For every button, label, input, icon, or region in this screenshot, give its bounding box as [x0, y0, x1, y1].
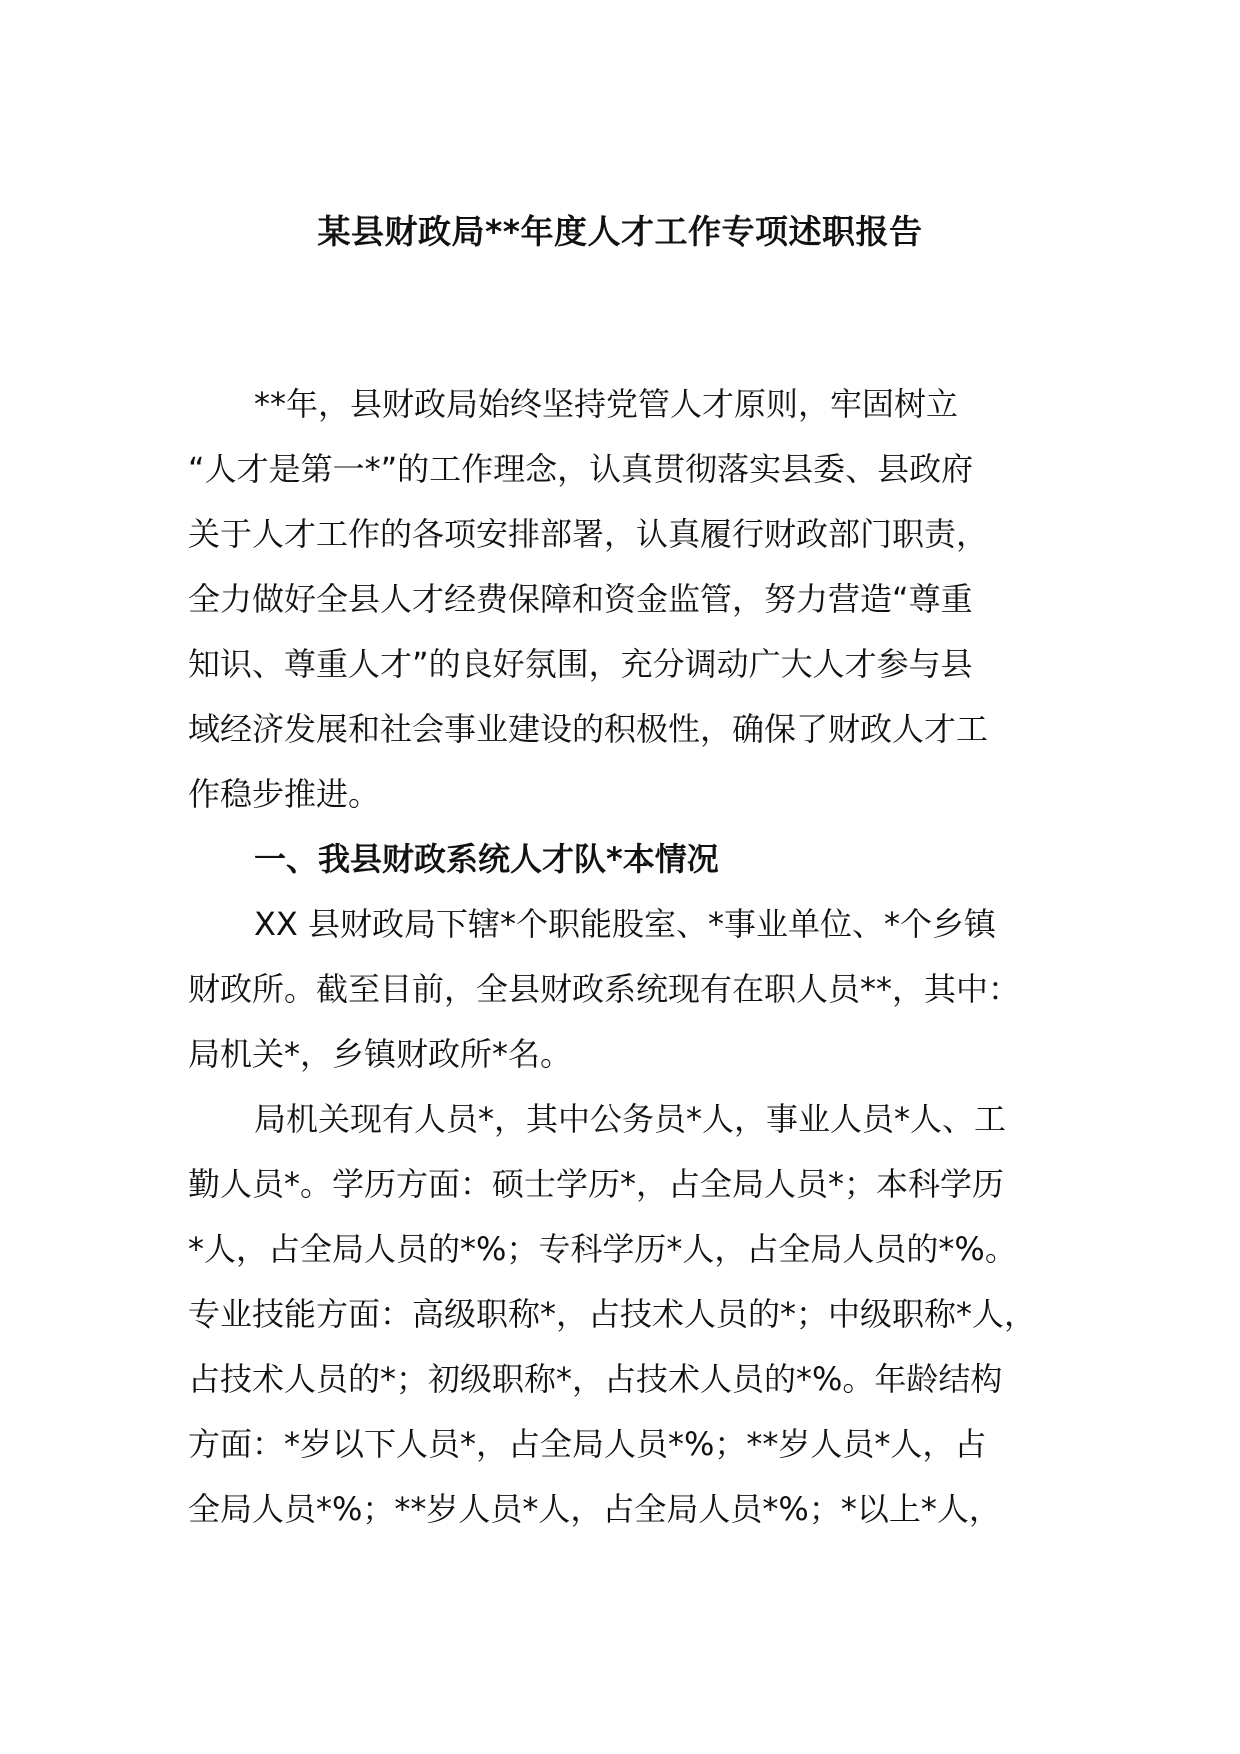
paragraph-2-line-1: XX 县财政局下辖*个职能股室、*事业单位、*个乡镇 — [254, 905, 997, 943]
paragraph-1-line-4: 全力做好全县人才经费保障和资金监管，努力营造“尊重 — [188, 580, 973, 618]
paragraph-3-line-5: 占技术人员的*；初级职称*，占技术人员的*%。年龄结构 — [188, 1360, 1003, 1398]
paragraph-1-line-3: 关于人才工作的各项安排部署，认真履行财政部门职责， — [188, 515, 989, 553]
paragraph-3-line-7: 全局人员*%；**岁人员*人，占全局人员*%；*以上*人， — [188, 1490, 1001, 1528]
paragraph-1-line-7: 作稳步推进。 — [188, 775, 381, 813]
paragraph-3-line-4: 专业技能方面：高级职称*，占技术人员的*；中级职称*人， — [188, 1295, 1037, 1333]
section-heading-1: 一、我县财政系统人才队*本情况 — [254, 840, 719, 878]
paragraph-2-line-3: 局机关*，乡镇财政所*名。 — [188, 1035, 573, 1073]
paragraph-1-line-5: 知识、尊重人才”的良好氛围，充分调动广大人才参与县 — [188, 645, 973, 683]
paragraph-1-line-6: 域经济发展和社会事业建设的积极性，确保了财政人才工 — [188, 710, 989, 748]
paragraph-2-line-2: 财政所。截至目前，全县财政系统现有在职人员**，其中： — [188, 970, 1021, 1008]
paragraph-3-line-1: 局机关现有人员*，其中公务员*人，事业人员*人、工 — [254, 1100, 1007, 1138]
paragraph-3-line-6: 方面：*岁以下人员*，占全局人员*%；**岁人员*人，占 — [188, 1425, 987, 1463]
document-body — [188, 372, 1068, 1542]
document-title: 某县财政局**年度人才工作专项述职报告 — [317, 212, 923, 251]
paragraph-3-line-2: 勤人员*。学历方面：硕士学历*，占全局人员*；本科学历 — [188, 1165, 1005, 1203]
paragraph-1-line-1: **年，县财政局始终坚持党管人才原则，牢固树立 — [254, 385, 959, 423]
paragraph-1-line-2: “人才是第一*”的工作理念，认真贯彻落实县委、县政府 — [188, 450, 974, 488]
paragraph-3-line-3: *人，占全局人员的*%；专科学历*人，占全局人员的*%。 — [188, 1230, 1017, 1268]
